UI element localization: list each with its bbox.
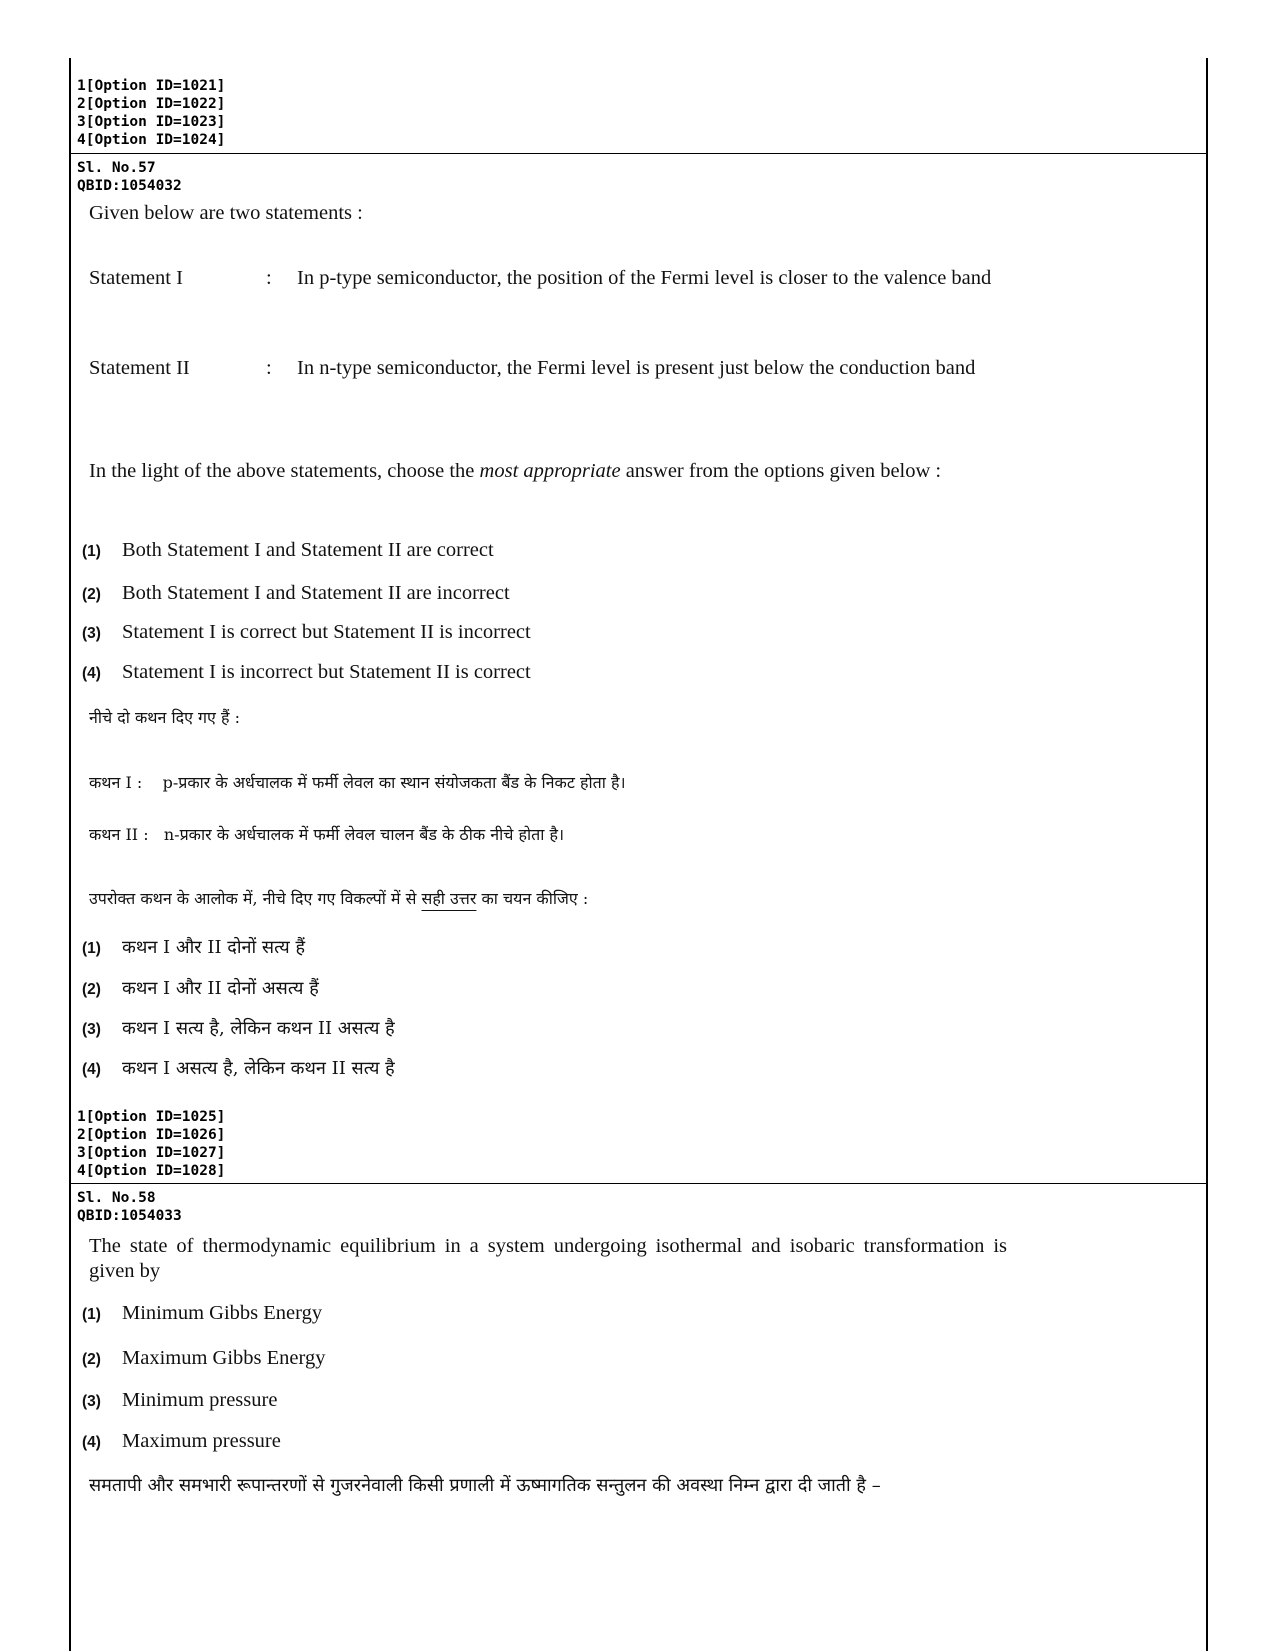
hindi-statement-2: कथन II : n-प्रकार के अर्धचालक में फर्मी लेवल चालन बैंड के ठीक नीचे होता है। <box>89 825 565 844</box>
option-number: (2) <box>82 981 101 998</box>
option-number: (3) <box>82 1393 101 1410</box>
prompt-text: उपरोक्त कथन के आलोक में, नीचे दिए गए विकल्पों में से <box>89 889 422 908</box>
option-number: (2) <box>82 1351 101 1368</box>
colon: : <box>266 267 272 289</box>
option-3 <box>82 1389 277 1412</box>
option-id-line: 4[Option ID=1028] <box>77 1163 226 1179</box>
option-number: (1) <box>82 543 101 560</box>
hindi-option-3 <box>82 1016 395 1040</box>
prompt-text: का चयन कीजिए : <box>476 889 589 908</box>
option-1 <box>82 1302 322 1325</box>
option-text: Statement I is correct but Statement II is incorrect <box>122 621 531 643</box>
hindi-statement-1: कथन I : p-प्रकार के अर्धचालक में फर्मी लेवल का स्थान संयोजकता बैंड के निकट होता है। <box>89 773 626 792</box>
option-number: (1) <box>82 1306 101 1323</box>
option-4 <box>82 661 531 684</box>
option-text: Minimum Gibbs Energy <box>122 1302 323 1324</box>
prompt-text: In the light of the above statements, choose the <box>89 460 480 482</box>
option-text: Both Statement I and Statement II are correct <box>122 539 494 561</box>
option-2 <box>82 582 510 605</box>
statement-1-label: Statement I <box>89 267 183 289</box>
prev-option-ids <box>77 77 225 149</box>
option-text: कथन I असत्य है, लेकिन कथन II सत्य है <box>122 1058 395 1079</box>
option-text: Minimum pressure <box>122 1389 278 1411</box>
option-text: कथन I और II दोनों सत्य हैं <box>122 937 306 958</box>
q57-option-ids <box>77 1108 225 1180</box>
hindi-question: समतापी और समभारी रूपान्तरणों से गुजरनेवाली किसी प्रणाली में ऊष्मागतिक सन्तुलन की अवस्था निम्न द्वारा दी जाती है – <box>89 1475 881 1496</box>
divider <box>69 1183 1208 1184</box>
option-text: Both Statement I and Statement II are incorrect <box>122 582 510 604</box>
option-2 <box>82 1347 325 1370</box>
hindi-option-4 <box>82 1056 395 1080</box>
serial-number: Sl. No.57 <box>77 160 156 176</box>
serial-number: Sl. No.58 <box>77 1190 156 1206</box>
option-number: (3) <box>82 1021 101 1038</box>
option-text: कथन I और II दोनों असत्य हैं <box>122 978 319 999</box>
hindi-option-1 <box>82 935 305 959</box>
prompt-text: answer from the options given below : <box>620 460 942 482</box>
divider <box>69 153 1208 154</box>
qbid: QBID:1054033 <box>77 1208 182 1224</box>
option-4 <box>82 1430 281 1453</box>
q58-header <box>77 1189 182 1225</box>
option-id-line: 1[Option ID=1021] <box>77 78 226 94</box>
colon: : <box>266 357 272 379</box>
option-text: Maximum Gibbs Energy <box>122 1347 326 1369</box>
option-id-line: 2[Option ID=1022] <box>77 96 226 112</box>
q57-prompt <box>89 452 1007 490</box>
option-number: (1) <box>82 940 101 957</box>
option-number: (4) <box>82 665 101 682</box>
q57-intro: Given below are two statements : <box>89 202 363 224</box>
option-3 <box>82 621 531 644</box>
option-id-line: 3[Option ID=1027] <box>77 1145 226 1161</box>
option-id-line: 1[Option ID=1025] <box>77 1109 226 1125</box>
option-1 <box>82 539 494 562</box>
option-number: (4) <box>82 1434 101 1451</box>
prompt-emphasis: most appropriate <box>479 460 621 482</box>
statement-1-text: In p-type semiconductor, the position of the Fermi level is closer to the valence band <box>297 267 992 289</box>
q57-header <box>77 159 182 195</box>
hindi-option-2 <box>82 976 319 1000</box>
option-number: (4) <box>82 1061 101 1078</box>
option-text: Maximum pressure <box>122 1430 281 1452</box>
option-number: (2) <box>82 586 101 603</box>
statement-2-label: Statement II <box>89 357 190 379</box>
qbid: QBID:1054032 <box>77 178 182 194</box>
hindi-intro: नीचे दो कथन दिए गए हैं : <box>89 708 240 727</box>
option-id-line: 3[Option ID=1023] <box>77 114 226 130</box>
option-id-line: 4[Option ID=1024] <box>77 132 226 148</box>
option-number: (3) <box>82 625 101 642</box>
prompt-underlined: सही उत्तर <box>421 889 477 908</box>
option-text: Statement I is incorrect but Statement II is correct <box>122 661 531 683</box>
option-text: कथन I सत्य है, लेकिन कथन II असत्य है <box>122 1018 395 1039</box>
hindi-prompt <box>89 887 588 909</box>
statement-2-text: In n-type semiconductor, the Fermi level is present just below the conduction band <box>297 357 976 379</box>
option-id-line: 2[Option ID=1026] <box>77 1127 226 1143</box>
q58-question: The state of thermodynamic equilibrium in a system undergoing isothermal and isobaric transformation is given by <box>89 1235 1007 1282</box>
